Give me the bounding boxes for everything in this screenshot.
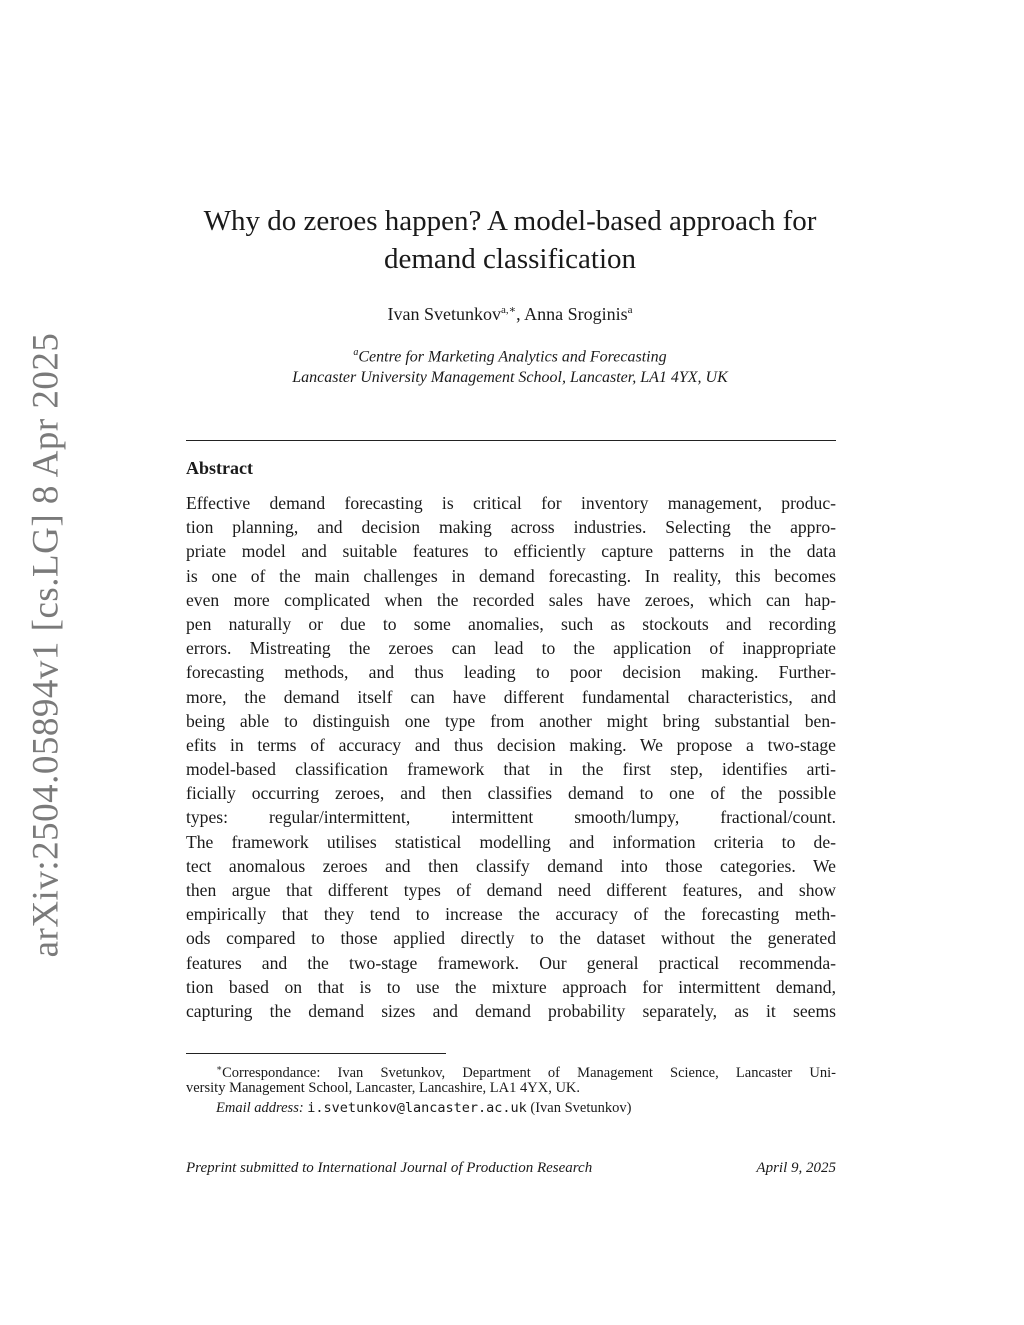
abstract-body (186, 491, 836, 1023)
abstract-line: then argue that different types of demand need different features, and show (186, 880, 836, 900)
affiliation-mark: a (353, 347, 359, 358)
footnote-text: Correspondance: Ivan Svetunkov, Department of Management Science, Lancaster Uni- (222, 1064, 836, 1081)
abstract-line: capturing the demand sizes and demand probability separately, as it seems (186, 1000, 836, 1021)
abstract-line: even more complicated when the recorded sales have zeroes, which can hap- (186, 589, 836, 610)
abstract-line: tion planning, and decision making across industries. Selecting the appro- (186, 517, 836, 538)
abstract-line: Effective demand forecasting is critical for inventory management, produc- (186, 493, 836, 513)
paper-title (150, 202, 870, 278)
footnote-rule (186, 1053, 446, 1054)
preprint-date: April 9, 2025 (756, 1160, 836, 1176)
author-separator: , (516, 304, 525, 324)
footnote-line-2: versity Management School, Lancaster, Lancashire, LA1 4YX, UK. (186, 1080, 581, 1096)
affiliation (150, 342, 870, 388)
footnote-line-1 (186, 1058, 836, 1081)
email-address: i.svetunkov@lancaster.ac.uk (307, 1100, 527, 1116)
title-line-2: demand classification (383, 243, 637, 275)
arxiv-identifier: arXiv:2504.05894v1 [cs.LG] 8 Apr 2025 (25, 332, 67, 958)
abstract-line: model-based classification framework that in the first step, identifies arti- (186, 759, 836, 780)
abstract-line: tion based on that is to use the mixture approach for intermittent demand, (186, 976, 836, 997)
correspondence-footnote (186, 1058, 836, 1118)
abstract-line: The framework utilises statistical modelling and information criteria to de- (186, 831, 836, 852)
abstract-line: tect anomalous zeroes and then classify demand into those categories. We (186, 855, 836, 876)
abstract-heading: Abstract (186, 458, 253, 478)
author-list (150, 303, 870, 325)
abstract-top-rule (186, 440, 836, 441)
abstract-line: empirically that they tend to increase the accuracy of the forecasting meth- (186, 904, 836, 925)
footnote-mark: ∗ (216, 1063, 223, 1073)
affiliation-line-2: Lancaster University Management School, Lancaster, LA1 4YX, UK (292, 369, 728, 387)
abstract-line: efits in terms of accuracy and thus decision making. We propose a two-stage (186, 734, 836, 755)
abstract-line: forecasting methods, and thus leading to poor decision making. Further- (186, 662, 836, 683)
affiliation-name: Centre for Marketing Analytics and Forecasting (358, 348, 667, 366)
author-name: Anna Sroginis (524, 304, 628, 324)
abstract-line: pen naturally or due to some anomalies, such as stockouts and recording (186, 613, 836, 634)
author-affil-mark: a,∗ (500, 304, 517, 316)
abstract-line: is one of the main challenges in demand forecasting. In reality, this becomes (186, 565, 836, 586)
email-owner: (Ivan Svetunkov) (530, 1100, 632, 1116)
abstract-line: priate model and suitable features to efficiently capture patterns in the data (186, 541, 836, 562)
abstract-line: errors. Mistreating the zeroes can lead to the application of inappropriate (186, 638, 836, 659)
author-name: Ivan Svetunkov (387, 304, 501, 324)
preprint-notice: Preprint submitted to International Journal of Production Research (186, 1160, 593, 1176)
title-line-1: Why do zeroes happen? A model-based approach for (203, 205, 817, 237)
abstract-line: ficially occurring zeroes, and then classifies demand to one of the possible (186, 783, 836, 804)
abstract-line: features and the two-stage framework. Our general practical recommenda- (186, 952, 836, 973)
abstract-line: more, the demand itself can have different fundamental characteristics, and (186, 686, 836, 707)
affiliation-line-1 (150, 342, 870, 367)
abstract-line: ods compared to those applied directly to the dataset without the generated (186, 928, 836, 949)
abstract-line: being able to distinguish one type from another might bring substantial ben- (186, 710, 836, 731)
email-label: Email address: (216, 1100, 304, 1116)
abstract-line: types: regular/intermittent, intermittent smooth/lumpy, fractional/count. (186, 807, 836, 828)
footnote-email-line (186, 1098, 836, 1118)
author-affil-mark: a (627, 304, 633, 316)
